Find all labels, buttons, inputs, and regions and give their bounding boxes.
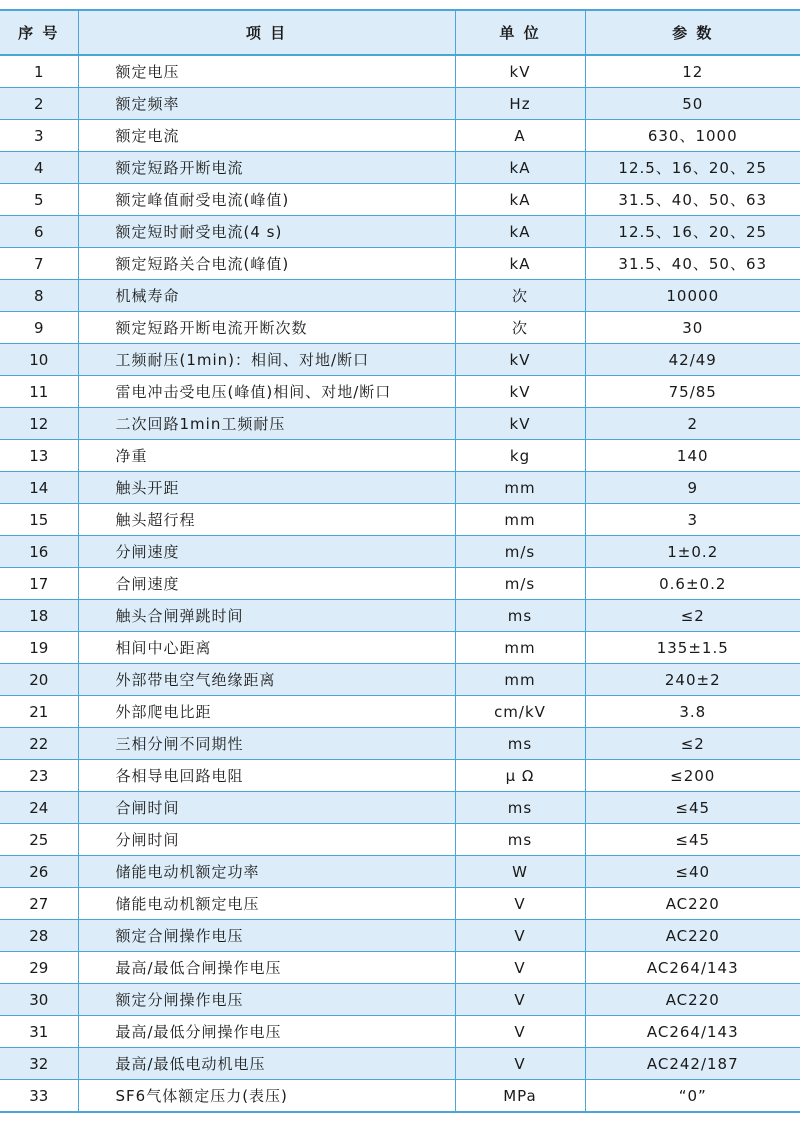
row-item: 分闸速度 [78, 536, 455, 568]
row-number: 5 [0, 184, 78, 216]
row-number: 10 [0, 344, 78, 376]
table-row [0, 1048, 800, 1080]
row-item: 外部爬电比距 [78, 696, 455, 728]
table-row [0, 312, 800, 344]
row-number: 21 [0, 696, 78, 728]
table-row [0, 248, 800, 280]
row-unit: mm [455, 504, 585, 536]
row-number: 19 [0, 632, 78, 664]
row-item: 相间中心距离 [78, 632, 455, 664]
row-unit: m/s [455, 536, 585, 568]
table-row [0, 888, 800, 920]
row-unit: mm [455, 664, 585, 696]
row-number: 4 [0, 152, 78, 184]
row-number: 22 [0, 728, 78, 760]
row-value: 0.6±0.2 [585, 568, 800, 600]
row-item: 额定电压 [78, 55, 455, 88]
row-unit: V [455, 1016, 585, 1048]
table-row [0, 344, 800, 376]
row-unit: W [455, 856, 585, 888]
row-item: 最高/最低分闸操作电压 [78, 1016, 455, 1048]
row-unit: MPa [455, 1080, 585, 1113]
row-number: 14 [0, 472, 78, 504]
table-row [0, 216, 800, 248]
row-unit: kV [455, 376, 585, 408]
row-unit: kA [455, 152, 585, 184]
table-row [0, 1016, 800, 1048]
row-unit: m/s [455, 568, 585, 600]
row-unit: V [455, 952, 585, 984]
row-unit: ms [455, 600, 585, 632]
table-row [0, 152, 800, 184]
row-value: ≤200 [585, 760, 800, 792]
table-row [0, 632, 800, 664]
table-row [0, 600, 800, 632]
table-row [0, 984, 800, 1016]
row-item: 最高/最低电动机电压 [78, 1048, 455, 1080]
row-number: 20 [0, 664, 78, 696]
row-number: 2 [0, 88, 78, 120]
row-number: 16 [0, 536, 78, 568]
table-row [0, 664, 800, 696]
row-number: 32 [0, 1048, 78, 1080]
row-value: 3.8 [585, 696, 800, 728]
row-item: 额定分闸操作电压 [78, 984, 455, 1016]
row-unit: V [455, 888, 585, 920]
row-unit: kA [455, 184, 585, 216]
table-row [0, 472, 800, 504]
row-value: “0” [585, 1080, 800, 1113]
row-item: 额定短路关合电流(峰值) [78, 248, 455, 280]
row-value: 240±2 [585, 664, 800, 696]
row-number: 26 [0, 856, 78, 888]
row-number: 30 [0, 984, 78, 1016]
row-value: 31.5、40、50、63 [585, 184, 800, 216]
row-item: 触头合闸弹跳时间 [78, 600, 455, 632]
row-item: 额定电流 [78, 120, 455, 152]
row-number: 1 [0, 55, 78, 88]
row-value: 12 [585, 55, 800, 88]
table-row [0, 952, 800, 984]
row-value: ≤2 [585, 728, 800, 760]
row-item: 触头开距 [78, 472, 455, 504]
table-row [0, 728, 800, 760]
header-item: 项 目 [78, 10, 455, 55]
row-item: 各相导电回路电阻 [78, 760, 455, 792]
row-number: 33 [0, 1080, 78, 1113]
row-item: SF6气体额定压力(表压) [78, 1080, 455, 1113]
row-value: 12.5、16、20、25 [585, 216, 800, 248]
row-unit: kV [455, 408, 585, 440]
row-unit: 次 [455, 280, 585, 312]
row-number: 6 [0, 216, 78, 248]
table-row [0, 504, 800, 536]
table-row [0, 696, 800, 728]
table-row [0, 55, 800, 88]
row-value: ≤2 [585, 600, 800, 632]
row-item: 合闸速度 [78, 568, 455, 600]
table-row [0, 280, 800, 312]
row-value: 75/85 [585, 376, 800, 408]
row-unit: V [455, 984, 585, 1016]
row-value: 10000 [585, 280, 800, 312]
row-value: AC264/143 [585, 952, 800, 984]
row-item: 外部带电空气绝缘距离 [78, 664, 455, 696]
row-item: 触头超行程 [78, 504, 455, 536]
row-number: 31 [0, 1016, 78, 1048]
row-item: 额定频率 [78, 88, 455, 120]
row-unit: 次 [455, 312, 585, 344]
row-number: 17 [0, 568, 78, 600]
row-item: 额定峰值耐受电流(峰值) [78, 184, 455, 216]
table-row [0, 184, 800, 216]
row-value: 30 [585, 312, 800, 344]
row-unit: mm [455, 632, 585, 664]
row-number: 29 [0, 952, 78, 984]
row-value: AC220 [585, 920, 800, 952]
row-unit: V [455, 1048, 585, 1080]
table-row [0, 536, 800, 568]
row-number: 18 [0, 600, 78, 632]
row-unit: A [455, 120, 585, 152]
table-row [0, 760, 800, 792]
table-row [0, 856, 800, 888]
row-number: 12 [0, 408, 78, 440]
row-value: ≤40 [585, 856, 800, 888]
row-number: 24 [0, 792, 78, 824]
row-unit: kV [455, 55, 585, 88]
header-unit: 单 位 [455, 10, 585, 55]
row-unit: cm/kV [455, 696, 585, 728]
row-number: 11 [0, 376, 78, 408]
row-value: 630、1000 [585, 120, 800, 152]
table-row [0, 120, 800, 152]
row-unit: kA [455, 216, 585, 248]
row-unit: kV [455, 344, 585, 376]
row-item: 净重 [78, 440, 455, 472]
row-value: 140 [585, 440, 800, 472]
table-row [0, 920, 800, 952]
row-value: ≤45 [585, 792, 800, 824]
table-row [0, 792, 800, 824]
row-value: 2 [585, 408, 800, 440]
row-number: 25 [0, 824, 78, 856]
row-value: 12.5、16、20、25 [585, 152, 800, 184]
row-unit: ms [455, 728, 585, 760]
row-item: 额定合闸操作电压 [78, 920, 455, 952]
row-item: 额定短路开断电流 [78, 152, 455, 184]
row-unit: V [455, 920, 585, 952]
row-number: 9 [0, 312, 78, 344]
row-number: 7 [0, 248, 78, 280]
row-item: 分闸时间 [78, 824, 455, 856]
row-unit: mm [455, 472, 585, 504]
row-unit: ms [455, 824, 585, 856]
row-value: 9 [585, 472, 800, 504]
row-value: 135±1.5 [585, 632, 800, 664]
table-row [0, 1080, 800, 1113]
row-item: 储能电动机额定功率 [78, 856, 455, 888]
parameter-table [0, 9, 800, 1113]
row-item: 储能电动机额定电压 [78, 888, 455, 920]
row-item: 雷电冲击受电压(峰值)相间、对地/断口 [78, 376, 455, 408]
row-item: 合闸时间 [78, 792, 455, 824]
row-number: 13 [0, 440, 78, 472]
row-item: 最高/最低合闸操作电压 [78, 952, 455, 984]
row-item: 额定短时耐受电流(4 s) [78, 216, 455, 248]
row-number: 15 [0, 504, 78, 536]
row-value: 3 [585, 504, 800, 536]
row-value: AC220 [585, 888, 800, 920]
table-row [0, 376, 800, 408]
row-unit: μ Ω [455, 760, 585, 792]
row-value: 50 [585, 88, 800, 120]
header-row [0, 10, 800, 55]
row-number: 8 [0, 280, 78, 312]
row-number: 23 [0, 760, 78, 792]
row-item: 二次回路1min工频耐压 [78, 408, 455, 440]
row-value: AC264/143 [585, 1016, 800, 1048]
table-row [0, 568, 800, 600]
table-row [0, 408, 800, 440]
table-row [0, 824, 800, 856]
row-unit: kg [455, 440, 585, 472]
row-number: 28 [0, 920, 78, 952]
row-number: 3 [0, 120, 78, 152]
row-unit: kA [455, 248, 585, 280]
row-value: 42/49 [585, 344, 800, 376]
row-item: 工频耐压(1min)：相间、对地/断口 [78, 344, 455, 376]
row-value: AC242/187 [585, 1048, 800, 1080]
row-value: 1±0.2 [585, 536, 800, 568]
row-item: 额定短路开断电流开断次数 [78, 312, 455, 344]
table-body [0, 55, 800, 1112]
row-value: ≤45 [585, 824, 800, 856]
row-item: 机械寿命 [78, 280, 455, 312]
row-value: 31.5、40、50、63 [585, 248, 800, 280]
row-item: 三相分闸不同期性 [78, 728, 455, 760]
table-row [0, 88, 800, 120]
header-no: 序 号 [0, 10, 78, 55]
row-unit: Hz [455, 88, 585, 120]
row-unit: ms [455, 792, 585, 824]
row-value: AC220 [585, 984, 800, 1016]
row-number: 27 [0, 888, 78, 920]
table-row [0, 440, 800, 472]
header-value: 参 数 [585, 10, 800, 55]
